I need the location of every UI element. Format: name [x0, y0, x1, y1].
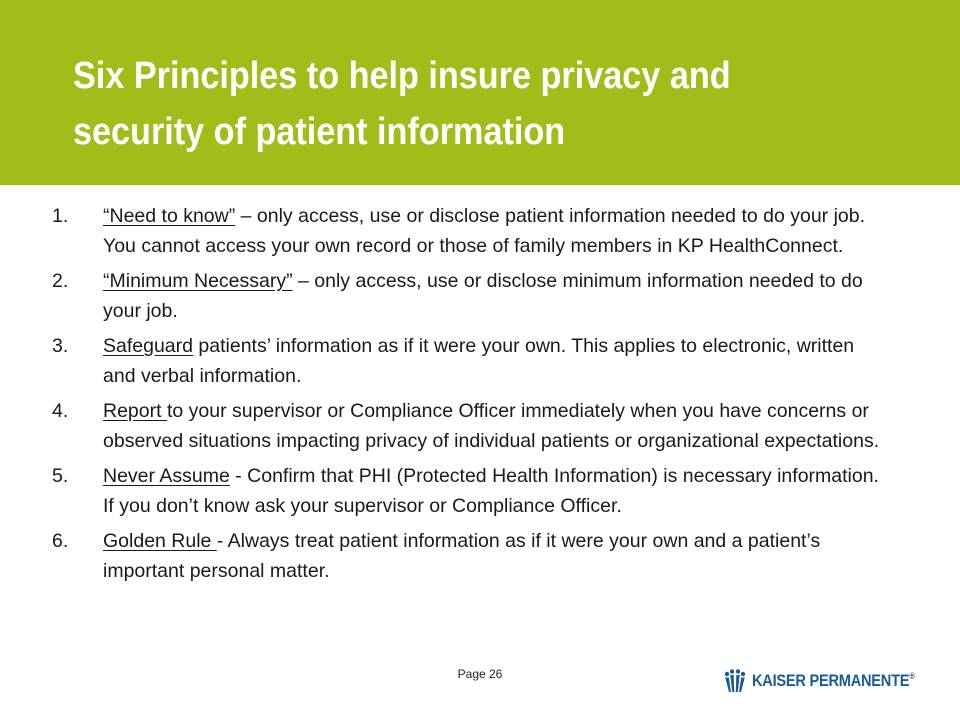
- principle-key-phrase: “Minimum Necessary”: [103, 270, 293, 292]
- principle-description: – only access, use or disclose patient information needed to do your job. You cannot access your own record or those of family members in KP HealthConnect.: [103, 205, 866, 257]
- kaiser-permanente-logo: [722, 668, 941, 694]
- list-item: [46, 332, 888, 391]
- item-number: 5.: [52, 465, 69, 487]
- item-number: 1.: [52, 205, 69, 227]
- principle-description: – only access, use or disclose minimum information needed to do your job.: [103, 270, 863, 322]
- principle-key-phrase: “Need to know”: [103, 205, 236, 227]
- list-item: [46, 267, 888, 326]
- principle-description: patients’ information as if it were your own. This applies to electronic, written and verbal information.: [103, 335, 855, 387]
- list-item: [46, 397, 888, 456]
- principle-key-phrase: Never Assume: [103, 465, 230, 487]
- principle-key-phrase: Report: [103, 400, 167, 422]
- item-number: 6.: [52, 530, 69, 552]
- slide-title: Six Principles to help insure privacy and security of patient information: [73, 55, 731, 153]
- item-number: 4.: [52, 400, 69, 422]
- kaiser-permanente-sunburst-icon: [722, 668, 748, 694]
- principle-description: - Always treat patient information as if it were your own and a patient’s important personal matter.: [103, 530, 821, 582]
- list-item: [46, 527, 888, 586]
- principle-description: - Confirm that PHI (Protected Health Information) is necessary information. If you don’t know ask your supervisor or Compliance Officer.: [103, 465, 879, 517]
- list-item: [46, 202, 888, 261]
- principle-key-phrase: Golden Rule: [103, 530, 217, 552]
- list-item: [46, 462, 888, 521]
- principle-key-phrase: Safeguard: [103, 335, 193, 357]
- principle-description: to your supervisor or Compliance Officer immediately when you have concerns or observed situations impacting privacy of individual patients or organizational expectations.: [103, 400, 880, 452]
- logo-wordmark: KAISER PERMANENTE®: [752, 671, 915, 690]
- title-banner: [0, 0, 960, 185]
- item-number: 3.: [52, 335, 69, 357]
- item-number: 2.: [52, 270, 69, 292]
- page-number: Page 26: [457, 667, 503, 681]
- principles-list: [46, 202, 906, 592]
